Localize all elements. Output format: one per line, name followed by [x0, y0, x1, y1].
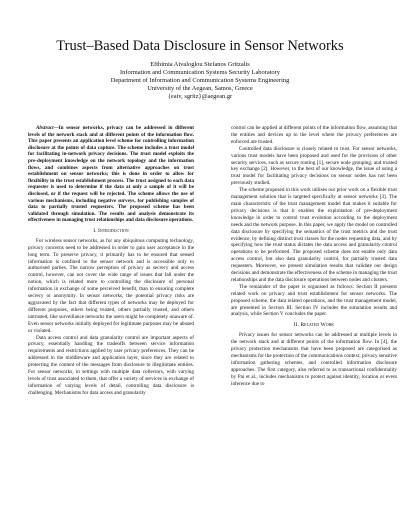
right-paragraph: Controlled data disclosure is closely related to trust. For sensor networks, various trust models have been proposed and used for the provision of other security services, such as secure routing [1], secure node grouping, and trusted key exchange [2]. However, to the best of our knowledge, the issue of using a trust model for facilitating privacy decisions on sensor nodes has not been previously studied.: [231, 145, 397, 187]
left-column: [28, 125, 194, 397]
author-department: Department of Information and Communication Systems Engineering: [110, 77, 290, 85]
right-paragraph: The remainder of the paper is organised as follows: Section II presents related work on privacy and trust establishment for sensor networks. The proposed scheme, the data related operations, and the trust management model, are presented in Section III. Section IV includes the simulation results and analysis, while Section V concludes the paper.: [231, 283, 397, 318]
section-heading-introduction: I. Introduction: [93, 227, 129, 234]
author-names: Efthimia Aivaloglou Stefanos Gritzalis: [150, 61, 250, 68]
section-heading-related-work: II. Related Work: [293, 322, 335, 329]
abstract-text: —In sensor networks, privacy can be addressed in different levels of the network stack and at different points of the information flow. This paper presents an application level scheme for controlling information disclosure at the points of data capture. The scheme includes a trust model for facilitating in-network privacy decisions. The trust model exploits the pre-deployment knowledge on the network topology and the information flows, and combines aspects from alternative approaches on trust establishment on sensor networks; this is done in order to allow for flexibility in the trust establishment process. The trust assigned to each data requester is used to determine if the data at only a sample of it will be disclosed, or if the request will be rejected. The scheme allows the use of various mechanisms, including negative surveys, for publishing samples of data to partially trusted requesters. The proposed scheme has been validated through simulation. The results and analysis demonstrate its effectiveness in managing trust relationships and data disclosure operations.: [28, 125, 194, 224]
abstract: [28, 125, 194, 224]
left-paragraph: Data access control and data granularity control are important aspects of privacy, essentially handling the tradeoffs between service information requirements and restrictions applied by user privacy preferences. They can be addressed in the middleware and application layer, since they are related to protecting the content of the messages from disclosure to illegitimate entities. For sensor networks, in settings with multiple data collectors, with varying levels of trust associated to them, that offer a variety of services in exchange of information of varying levels of detail, controlling data disclosure is challenging. Mechanisms for data access and granularity: [28, 334, 194, 396]
paper-title: Trust–Based Data Disclosure in Sensor Networks: [56, 38, 344, 54]
author-block: [0, 61, 400, 101]
author-email: {eaiv, sgritz}@aegean.gr: [167, 93, 233, 101]
right-paragraph: control can be applied at different points of the information flow, assuming that the entities and devices up to the level where the privacy preferences are enforced are trusted.: [231, 125, 397, 145]
author-lab: Information and Communication Systems Security Laboratory: [120, 69, 280, 77]
right-column: [231, 125, 397, 388]
left-paragraph: For wireless sensor networks, as for any ubiquitous computing technology, privacy concerns need to be addressed in order to gain user acceptance in the long term. To preserve privacy, it primarily has to be ensured that sensed information is confined to the sensor network and is accessible only to authorised parties. The narrow perception of privacy as secrecy and access control, however, can not cover the wide range of issues that fall under the notion, which is related more to controlling the disclosure of personal information in exchange of some perceived benefit, than to ensuring complete secrecy or anonymity. In sensor networks, the potential privacy risks are aggravated by the fact that different types of networks may be deployed for different purposes, others being trusted, others partially trusted, and others untrusted, like surveillance networks the users might be completely unaware of. Even sensor networks initially deployed for legitimate purposes may be abused or violated.: [28, 237, 194, 334]
right-paragraph: Privacy issues for sensor networks can be addressed at multiple levels in the network stack and at different points of the information flow. In [4], the privacy protection mechanisms that have been proposed are categorised as mechanisms for the protection of the communications context, privacy sensitive information gathering schemes, and controlled information disclosure approaches. The first category, also referred to as transactional confidentiality by Pai et al., includes mechanisms to protect against identity, location or event inference due to: [231, 332, 397, 387]
right-paragraph: The scheme proposed in this work utilises our prior work on a flexible trust management solution that is targeted specifically at sensor networks [3]. The main characteristic of the trust management model that makes it suitable for privacy decisions is that it enables the exploitation of pre-deployment knowledge in order to control trust evolution according to the deployment needs and the network purpose. In this paper, we apply the model on controlled data disclosure by specifying the semantics of the trust metrics and the trust evidence, by defining distinct trust classes for the nodes requesting data, and by specifying how the trust status dictates the data access and granularity control operations to be performed. The proposed scheme does not enable only data access control, but also data granularity control, for partially trusted data requesters. Moreover, we present simulation results that validate our design decisions and demonstrate the effectiveness of the scheme in managing the trust relationships and the data disclosure operations between nodes and clusters.: [231, 187, 397, 283]
author-university: University of the Aegean, Samos, Greece: [147, 85, 253, 93]
abstract-lead: Abstract: [36, 125, 54, 131]
